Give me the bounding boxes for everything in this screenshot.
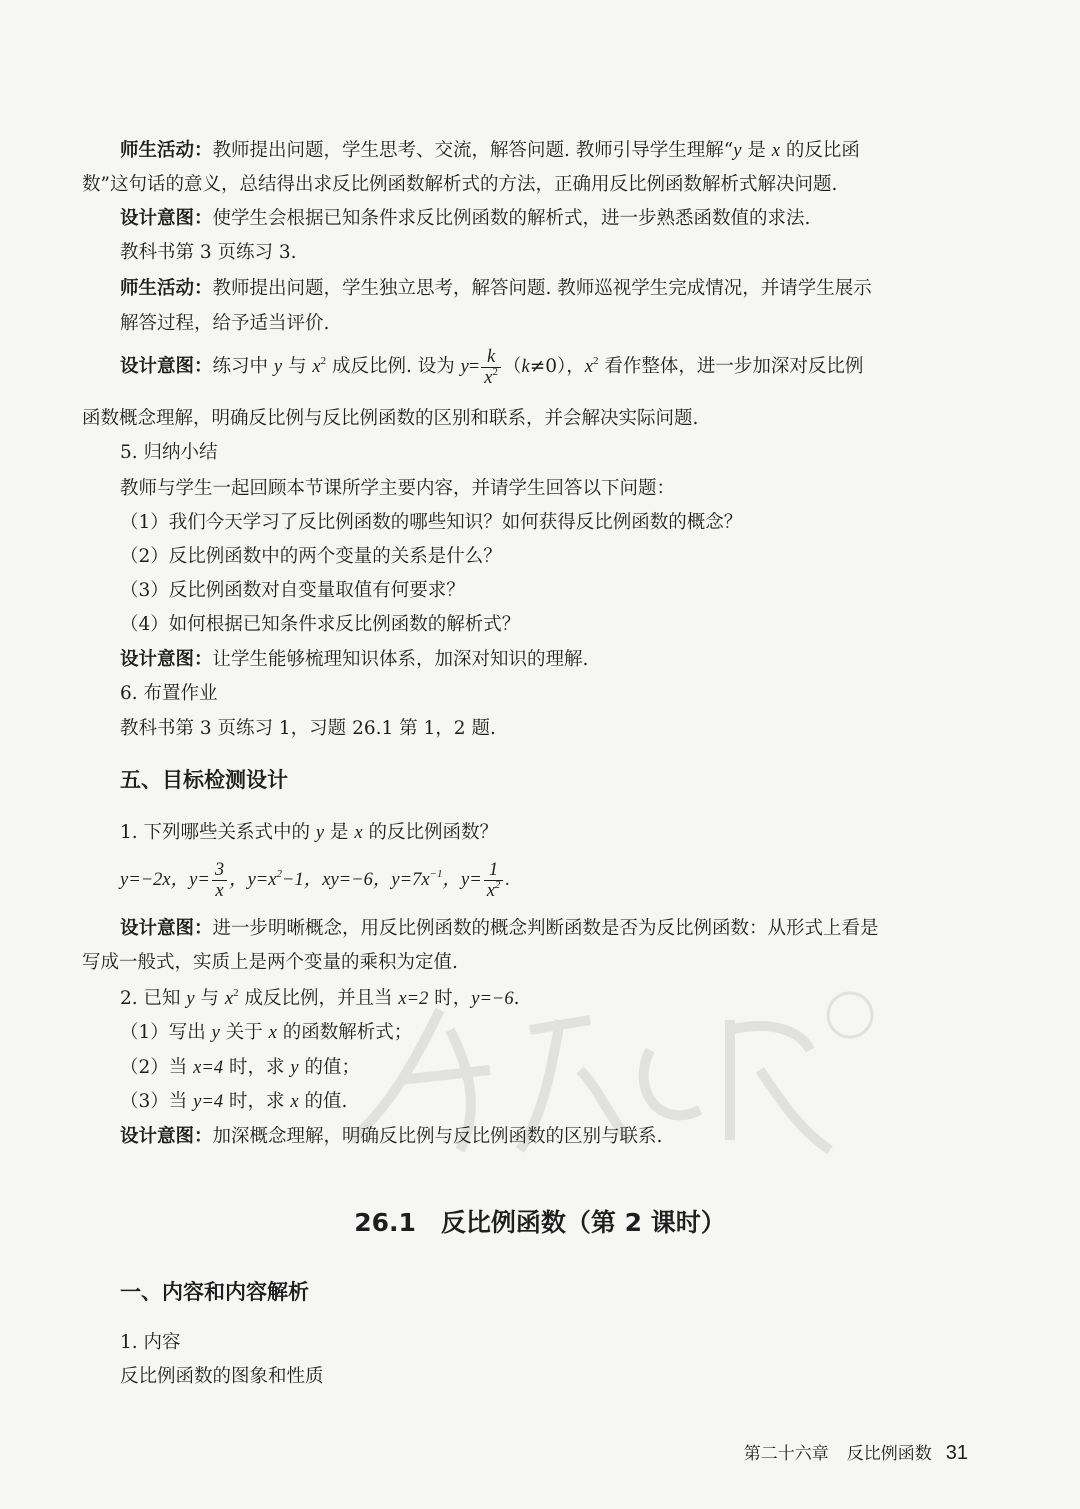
exp: 2	[276, 868, 283, 880]
page-footer	[744, 1440, 968, 1467]
paragraph-line	[120, 138, 980, 164]
formula: ，y=	[442, 870, 482, 890]
paragraph-line: 数”这句话的意义，总结得出求反比例函数解析式的方法，正确用反比例函数解析式解决问题.	[82, 174, 838, 195]
var: x	[224, 989, 234, 1009]
text: 的值；	[298, 1057, 360, 1078]
text: 与	[194, 988, 225, 1009]
formula: y=4	[193, 1092, 224, 1112]
list-item: （1）我们今天学习了反比例函数的哪些知识？如何获得反比例函数的概念？	[120, 512, 743, 533]
text: 关于	[219, 1022, 269, 1043]
denominator	[481, 365, 501, 388]
formula: .	[505, 870, 511, 890]
section-heading: 1. 内容	[120, 1332, 181, 1353]
formula: x=4	[193, 1058, 224, 1078]
label: 设计意图：	[120, 1126, 213, 1147]
var: x	[312, 357, 321, 377]
numerator: k	[481, 347, 501, 368]
text: 时，	[428, 988, 472, 1009]
text: 教师提出问题，学生独立思考，解答问题. 教师巡视学生完成情况，并请学生展示	[212, 278, 872, 299]
text: 进一步明晰概念，用反比例函数的概念判断函数是否为反比例函数：从形式上看是	[212, 918, 879, 939]
var: y	[733, 141, 742, 161]
text: 时，求	[223, 1091, 291, 1112]
var: x	[771, 141, 780, 161]
question	[120, 820, 980, 846]
formula: −1，xy=−6，y=7x	[282, 870, 430, 890]
list-item	[120, 1020, 980, 1046]
chapter-label: 第二十六章	[743, 1444, 829, 1464]
paragraph-line: 函数概念理解，明确反比例与反比例函数的区别和联系，并会解决实际问题.	[82, 408, 699, 429]
text: （3）当	[120, 1091, 194, 1112]
paragraph-line: 教科书第 3 页练习 3.	[120, 242, 297, 263]
text: 2. 已知	[120, 988, 187, 1009]
text: 1. 下列哪些关系式中的	[120, 822, 316, 843]
text: 是	[741, 140, 772, 161]
text: （	[503, 356, 522, 377]
text: 时，求	[223, 1057, 291, 1078]
text: 练习中	[212, 356, 274, 377]
section-heading: 5. 归纳小结	[120, 442, 218, 463]
list-item	[120, 1089, 980, 1115]
formula: y=−6	[471, 989, 514, 1009]
exp: 2	[233, 987, 239, 999]
formula: y=−2x，y=	[120, 870, 210, 890]
text: 的函数解析式；	[276, 1022, 413, 1043]
design-intent	[120, 1124, 980, 1150]
lesson-title: 26.1 反比例函数（第 2 课时）	[354, 1208, 726, 1237]
question	[120, 986, 980, 1012]
text: 成反比例. 设为	[326, 356, 461, 377]
text: 使学生会根据已知条件求反比例函数的解析式，进一步熟悉函数值的求法.	[212, 208, 811, 229]
paragraph-line: 教科书第 3 页练习 1，习题 26.1 第 1，2 题.	[120, 718, 496, 739]
var: x	[354, 823, 363, 843]
denominator: x	[215, 881, 224, 902]
text: 是	[324, 822, 355, 843]
eq: =	[468, 357, 480, 377]
design-intent	[120, 206, 980, 232]
exp: 2	[494, 879, 501, 892]
label: 师生活动：	[120, 278, 213, 299]
var: y	[315, 823, 325, 843]
text: 加深概念理解，明确反比例与反比例函数的区别与联系.	[212, 1126, 663, 1147]
paragraph-line	[120, 276, 980, 302]
paragraph-line: 反比例函数的图象和性质	[120, 1366, 324, 1387]
var: x	[484, 367, 493, 388]
paragraph-line: 解答过程，给予适当评价.	[120, 313, 330, 334]
label: 设计意图：	[120, 208, 213, 229]
chapter-name: 反比例函数	[846, 1444, 932, 1464]
numerator: 3	[212, 860, 227, 881]
formula-line	[120, 855, 980, 905]
text: .	[513, 988, 520, 1009]
paragraph-line: 写成一般式，实质上是两个变量的乘积为定值.	[82, 952, 458, 973]
text: 教师提出问题，学生思考、交流，解答问题. 教师引导学生理解“	[212, 140, 734, 161]
list-item	[120, 1055, 980, 1081]
var: x	[268, 1023, 277, 1043]
text: （1）写出	[120, 1022, 212, 1043]
text: 让学生能够梳理知识体系，加深对知识的理解.	[212, 649, 589, 670]
formula: x=2	[398, 989, 429, 1009]
text: （2）当	[120, 1057, 194, 1078]
exp: −1	[429, 868, 443, 880]
list-item: （4）如何根据已知条件求反比例函数的解析式？	[120, 614, 521, 635]
design-intent	[120, 346, 980, 388]
var: x	[290, 1092, 299, 1112]
var: y	[290, 1058, 299, 1078]
text: 成反比例，并且当	[238, 988, 399, 1009]
var: y	[211, 1023, 220, 1043]
exp: 2	[593, 355, 599, 367]
var: y	[186, 989, 195, 1009]
label: 师生活动：	[120, 140, 213, 161]
paragraph-line: 教师与学生一起回顾本节课所学主要内容，并请学生回答以下问题：	[120, 478, 676, 499]
var: k	[521, 357, 530, 377]
list-item: （2）反比例函数中的两个变量的关系是什么？	[120, 546, 502, 567]
page-number: 31	[945, 1442, 968, 1464]
fraction	[212, 860, 227, 901]
exp: 2	[320, 355, 327, 367]
list-item: （3）反比例函数对自变量取值有何要求？	[120, 580, 465, 601]
numerator: 1	[484, 860, 504, 881]
text: 的值.	[298, 1091, 348, 1112]
design-intent	[120, 916, 980, 942]
label: 设计意图：	[120, 918, 213, 939]
section-title: 一、内容和内容解析	[120, 1280, 309, 1304]
denominator	[484, 881, 504, 901]
fraction	[481, 347, 501, 388]
var: y	[273, 357, 283, 377]
section-heading: 6. 布置作业	[120, 683, 218, 704]
fraction	[484, 860, 504, 901]
var: y	[460, 357, 469, 377]
exp: 2	[492, 365, 499, 378]
var: x	[584, 357, 593, 377]
text: 与	[282, 356, 313, 377]
text: 的反比例函数？	[362, 822, 499, 843]
label: 设计意图：	[120, 649, 213, 670]
var: x	[486, 881, 495, 902]
formula: ，y=x	[229, 870, 277, 890]
text: ≠0），	[529, 356, 585, 377]
text: 的反比函	[779, 140, 860, 161]
section-title: 五、目标检测设计	[120, 768, 288, 792]
text: 看作整体，进一步加深对反比例	[598, 356, 864, 377]
design-intent	[120, 647, 980, 673]
label: 设计意图：	[120, 356, 213, 377]
